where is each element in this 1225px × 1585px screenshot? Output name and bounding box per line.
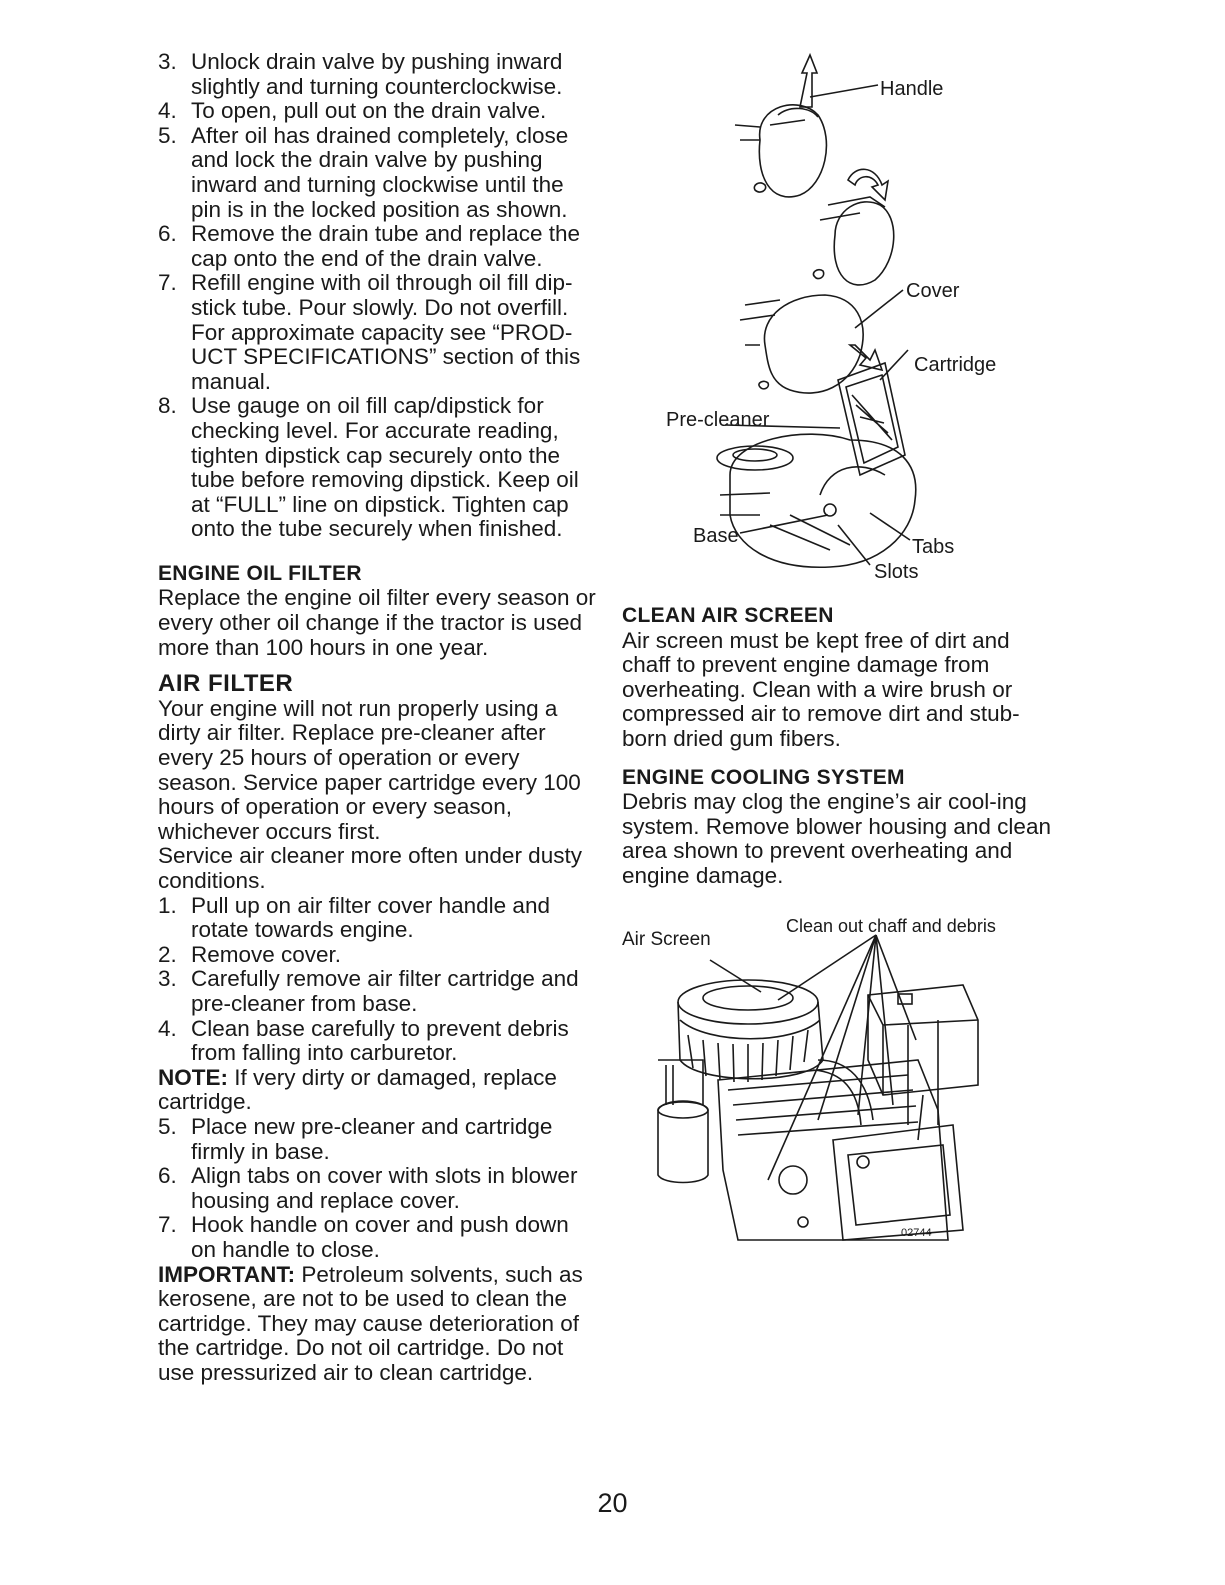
- engine-cooling-diagram: [618, 910, 1038, 1250]
- list-item: 1. Pull up on air filter cover handle and rotate towards engine.: [158, 892, 550, 943]
- step-text: Remove the drain tube and replace the cap onto the end of the drain valve.: [191, 221, 581, 271]
- rotate-arrow-icon: [848, 169, 888, 200]
- label-precleaner: Pre-cleaner: [666, 409, 770, 431]
- label-base: Base: [693, 525, 739, 547]
- left-column: [158, 50, 598, 1385]
- list-item: 8. Use gauge on oil fill cap/dipstick for checking level. For accurate reading, tighten dipstick cap securely onto the tube before removing dipstick. Keep oil at “FULL” line on dipstick. Tighten cap onto the tube securely when finished.: [158, 393, 579, 542]
- label-clean-out: Clean out chaff and debris: [786, 916, 996, 936]
- list-item: 6. Align tabs on cover with slots in blower housing and replace cover.: [158, 1163, 578, 1213]
- engine-block-outline: [718, 1060, 948, 1240]
- step-text: Unlock drain valve by pushing inward slightly and turning counterclockwise.: [191, 49, 563, 99]
- step-text: Hook handle on cover and push down on handle to close.: [191, 1212, 569, 1262]
- figure-code: 02744: [901, 1227, 932, 1239]
- air-filter-steps-b: [158, 1115, 598, 1263]
- label-handle: Handle: [880, 78, 944, 100]
- list-item: 6. Remove the drain tube and replace the cap onto the end of the drain valve.: [158, 221, 581, 271]
- up-arrow-icon: [800, 55, 817, 107]
- fuel-tank-outline: [868, 985, 978, 1095]
- cover-outline: [759, 105, 826, 197]
- engine-oil-filter-heading: ENGINE OIL FILTER: [158, 561, 362, 585]
- list-item: 3. Carefully remove air filter cartridge and pre-cleaner from base.: [158, 966, 579, 1016]
- clean-air-screen-heading: CLEAN AIR SCREEN: [622, 604, 834, 627]
- step-text: Pull up on air filter cover handle and rotate towards engine.: [191, 892, 550, 943]
- step-text: Refill engine with oil through oil fill dip-stick tube. Pour slowly. Do not overfill. For approximate capacity see “PROD-UCT SPECIFICATIONS” section of this manual.: [191, 270, 581, 394]
- label-cartridge: Cartridge: [914, 354, 997, 376]
- engine-cooling-heading: ENGINE COOLING SYSTEM: [622, 765, 905, 789]
- oil-change-steps: [158, 50, 598, 542]
- important-label: IMPORTANT:: [158, 1261, 296, 1287]
- list-item: 7. Refill engine with oil through oil fill dip-stick tube. Pour slowly. Do not overfill. For approximate capacity see “PROD-UCT SPECIFICATIONS” section of this manual.: [158, 270, 581, 394]
- important-note: [158, 1263, 598, 1386]
- label-cover: Cover: [906, 280, 960, 302]
- clean-air-screen-text: Air screen must be kept free of dirt and chaff to prevent engine damage from overheating. Clean with a wire brush or compressed air to remove dirt and stub-born dried gum fibers.: [622, 627, 1020, 751]
- step-text: Align tabs on cover with slots in blower housing and replace cover.: [191, 1163, 578, 1213]
- air-filter-intro: Your engine will not run properly using a dirty air filter. Replace pre-cleaner after every 25 hours of operation or every season. Service paper cartridge every 100 hours of operation or every season, whichever occurs first.: [158, 695, 581, 844]
- engine-cooling-text: Debris may clog the engine’s air cool-ing system. Remove blower housing and clean area shown to prevent overheating and engine damage.: [622, 789, 1051, 888]
- air-filter-steps-a: [158, 894, 598, 1066]
- air-filter-heading: AIR FILTER: [158, 670, 294, 698]
- step-text: Remove cover.: [191, 941, 342, 967]
- note: [158, 1066, 598, 1115]
- list-item: 4. To open, pull out on the drain valve.: [158, 98, 547, 124]
- list-item: 5. Place new pre-cleaner and cartridge firmly in base.: [158, 1113, 553, 1164]
- label-tabs: Tabs: [912, 536, 955, 558]
- important-text: Petroleum solvents, such as kerosene, are not to be used to clean the cartridge. They may cause deterioration of the cartridge. Do not oil cartridge. Do not use pressurized air to clean cartridge.: [158, 1261, 583, 1385]
- note-text: If very dirty or damaged, replace cartridge.: [158, 1064, 557, 1115]
- air-filter-intro-2: Service air cleaner more often under dusty conditions.: [158, 843, 582, 893]
- step-text: Use gauge on oil fill cap/dipstick for checking level. For accurate reading, tighten dipstick cap securely onto the tube before removing dipstick. Keep oil at “FULL” line on dipstick. Tighten cap onto the tube securely when finished.: [191, 393, 579, 542]
- list-item: 3. Unlock drain valve by pushing inward slightly and turning counterclockwise.: [158, 49, 563, 99]
- right-column: [622, 604, 1052, 889]
- step-text: To open, pull out on the drain valve.: [191, 98, 547, 124]
- list-item: 7. Hook handle on cover and push down on handle to close.: [158, 1212, 569, 1262]
- note-label: NOTE:: [158, 1064, 228, 1090]
- list-item: 4. Clean base carefully to prevent debris from falling into carburetor.: [158, 1015, 569, 1066]
- page-number: 20: [597, 1488, 628, 1518]
- step-text: Carefully remove air filter cartridge and pre-cleaner from base.: [191, 966, 579, 1016]
- list-item: 5. After oil has drained completely, close and lock the drain valve by pushing inward and turning clockwise until the pin is in the locked position as shown.: [158, 122, 569, 222]
- engine-oil-filter-text: Replace the engine oil filter every season or every other oil change if the tractor is used more than 100 hours in one year.: [158, 585, 596, 660]
- label-air-screen: Air Screen: [622, 929, 711, 950]
- starter-outline: [658, 1101, 708, 1183]
- list-item: 2. Remove cover.: [158, 941, 342, 967]
- step-text: Place new pre-cleaner and cartridge firmly in base.: [191, 1113, 553, 1164]
- step-text: After oil has drained completely, close and lock the drain valve by pushing inward and turning clockwise until the pin is in the locked position as shown.: [191, 122, 569, 222]
- air-filter-diagram: [660, 45, 1040, 590]
- label-slots: Slots: [874, 561, 919, 583]
- step-text: Clean base carefully to prevent debris from falling into carburetor.: [191, 1015, 569, 1066]
